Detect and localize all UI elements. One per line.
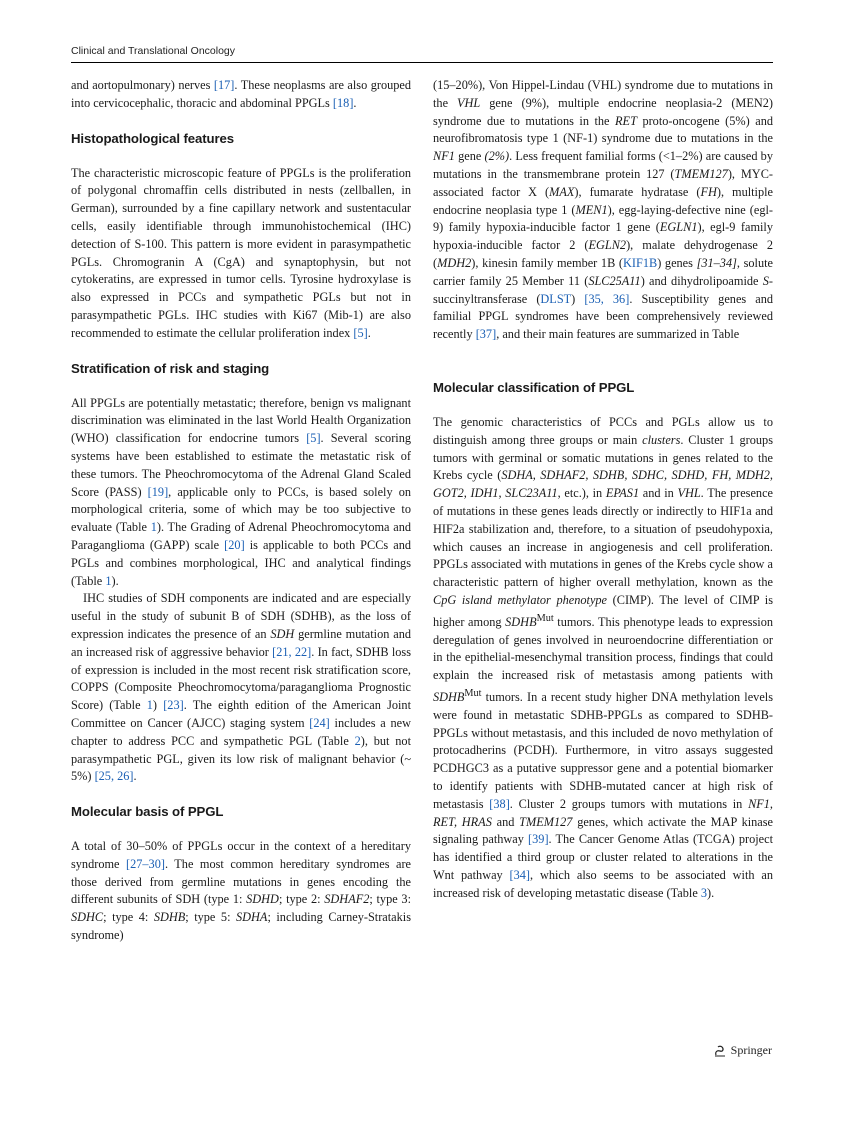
paragraph: and aortopulmonary) nerves [17]. These neoplasms are also grouped into cervicocephalic, thoracic and abdominal PPGLs [18]. (71, 78, 411, 110)
section-heading: Stratification of risk and staging (71, 360, 270, 376)
paragraph: All PPGLs are potentially metastatic; therefore, benign vs malignant discrimination was eliminated in the last World Health Organization (WHO) classification for endocrine tumors [5]. Several scoring systems have been established to estimate the metastatic risk of these tumors. The Pheochromocytoma of the Adrenal Gland Scaled Score (PASS) [19], applicable only to PCCs, is based solely on morphological criteria, some of which may be too subjective to evaluate (Table 1). The Grading of Adrenal Pheochromocytoma and Paraganglioma (GAPP) scale [20] is applicable to both PCCs and PGLs and combines morphological, IHC and analytical findings (Table 1). (71, 395, 412, 588)
citation-link[interactable]: [24] (309, 715, 330, 730)
table-link[interactable]: 1 (150, 520, 157, 535)
citation-link[interactable]: [19] (147, 484, 169, 499)
right-column (433, 77, 773, 903)
citation-link[interactable]: [5] (306, 431, 321, 446)
paragraph: A total of 30–50% of PPGLs occur in the context of a hereditary syndrome [27–30]. The most common hereditary syndromes are those derived from germline mutations in genes encoding the different subunits of SDH (type 1: SDHD; type 2: SDHAF2; type 3: SDHC; type 4: SDHB; type 5: SDHA; including Carney-Stratakis syndrome) (71, 839, 411, 943)
paragraph: IHC studies of SDH components are indicated and are especially useful in the study of subunit B of SDH (SDHB), as the loss of expression indicates the presence of an SDH germline mutation and an increased risk of aggressive behavior [21, 22]. In fact, SDHB loss of expression is included in the most recent risk stratification score, COPPS (Composite Pheochromocytoma/paraganglioma Prognostic Score) (Table 1) [23]. The eighth edition of the American Joint Committee on Cancer (AJCC) staging system [24] includes a new chapter to address PCC and sympathetic PGL (Table 2), but not parasympathetic PGL, given its low risk of malignant behavior (~ 5%) [25, 26]. (71, 591, 412, 784)
table-link[interactable]: 2 (354, 733, 361, 748)
citation-link[interactable]: [5] (353, 325, 368, 340)
citation-link[interactable]: [34] (509, 868, 531, 883)
citation-link[interactable]: [17] (213, 78, 235, 92)
paragraph: (15–20%), Von Hippel-Lindau (VHL) syndrome due to mutations in the VHL gene (9%), multiple endocrine neoplasia-2 (MEN2) syndrome due to mutations in the RET proto-oncogene (5%) and neurofibromatosis type 1 (NF-1) syndrome due to mutations in the NF1 gene (2%). Less frequent familial forms (<1–2%) are caused by mutations in the transmembrane protein 127 (TMEM127), MYC-associated factor X (MAX), fumarate hydratase (FH), multiple endocrine neoplasia type 1 (MEN1), egg-laying-defective nine (egl-9) family hypoxia-inducible factor 1 gene (EGLN1), egl-9 family hypoxia-inducible factor 2 (EGLN2), malate dehydrogenase 2 (MDH2), kinesin family member 1B (KIF1B) genes [31–34], solute carrier family 25 Member 11 (SLC25A11) and dihydrolipoamide S-succinyltransferase (DLST) [35, 36]. Susceptibility genes and familial PPGL syndromes have been comprehensively reviewed recently [37], and their main features are summarized in Table (433, 78, 774, 342)
citation-link[interactable]: [25, 26] (94, 769, 134, 784)
springer-logo-icon (713, 1044, 727, 1058)
citation-link[interactable]: [27–30] (126, 856, 165, 871)
citation-link[interactable]: [38] (489, 796, 510, 811)
section-heading: Molecular basis of PPGL (71, 804, 224, 820)
journal-title: Clinical and Translational Oncology (71, 45, 236, 57)
citation-link[interactable]: [39] (528, 832, 549, 847)
table-link[interactable]: 1 (146, 698, 153, 713)
table-link[interactable]: 3 (700, 885, 708, 900)
citation-link[interactable]: [21, 22] (272, 644, 312, 659)
left-column (71, 77, 411, 945)
table-link[interactable]: 1 (105, 573, 112, 588)
section-heading: Histopathological features (71, 130, 235, 146)
publisher-name: Springer (730, 1043, 772, 1057)
citation-link[interactable]: DLST (540, 291, 572, 306)
header-rule (71, 62, 773, 63)
paragraph: The characteristic microscopic feature of PPGLs is the proliferation of polygonal chromaffin cells distributed in nests (zellballen, in German), surrounded by a fine capillary network and sustentacular cells, easily identifiable through immunohistochemical (IHC) detection of S-100. This pattern is more evident in parasympathetic PGLs. Chromogranin A (CgA) and synaptophysin, but not cytokeratins, are expressed in tumor cells. Tyrosine hydroxylase is also expressed in PCCs and sympathetic PGLs but not in parasympathetic PGLs. IHC studies with Ki67 (Mib-1) are also recommended to estimate the cellular proliferation index [5]. (71, 165, 411, 340)
citation-link[interactable]: [20] (224, 537, 245, 552)
paragraph: The genomic characteristics of PCCs and PGLs allow us to distinguish among three groups or main clusters. Cluster 1 groups tumors with germinal or somatic mutations in genes related to the Krebs cycle (SDHA, SDHAF2, SDHB, SDHC, SDHD, FH, MDH2, GOT2, IDH1, SLC23A11, etc.), in EPAS1 and in VHL. The presence of mutations in these genes leads directly or indirectly to HIF1a and HIF2a stabilization and, therefore, to a situation of pseudohypoxia, which causes an increase in angiogenesis and cell proliferation. PPGLs associated with mutations in genes of the Krebs cycle show a characteristic pattern of higher overall methylation, known as the CpG island methylator phenotype (CIMP). The level of CIMP is higher among $SDHB^{Mut}$ tumors. This phenotype leads to expression deregulation of genes involved in neuroendocrine differentiation or in the epithelial-mesenchymal transition process, findings that could explain the increased risk of metastasis among patients with $SDHB^{Mut}$ tumors. In a recent study higher DNA methylation levels were found in metastatic SDHB-PPGLs as compared to SDHB-PPGLs without metastasis, and this included de novo methylation of protocadherins (PCDH). Furthermore, in vitro assays suggested PCDHGC3 as a putative suppressor gene and a potential biomarker to identify patients with SDHB-mutated cancer at high risk of metastasis [38]. Cluster 2 groups tumors with mutations in NF1, RET, HRAS and TMEM127 genes, which activate the MAP kinase signaling pathway [39]. The Cancer Genome Atlas (TCGA) project has identified a third group or cluster related to alterations in the Wnt pathway [34], which also seems to be associated with an increased risk of developing metastatic disease (Table 3). (433, 414, 774, 900)
citation-link[interactable]: [35, 36] (584, 291, 630, 306)
section-heading: Molecular classification of PPGL (433, 379, 635, 395)
publisher-footer (713, 1043, 772, 1058)
citation-link[interactable]: [18] (332, 95, 354, 110)
citation-link[interactable]: KIF1B (623, 255, 658, 270)
table-link[interactable]: [37] (475, 327, 497, 342)
citation-link[interactable]: [23] (163, 698, 184, 713)
